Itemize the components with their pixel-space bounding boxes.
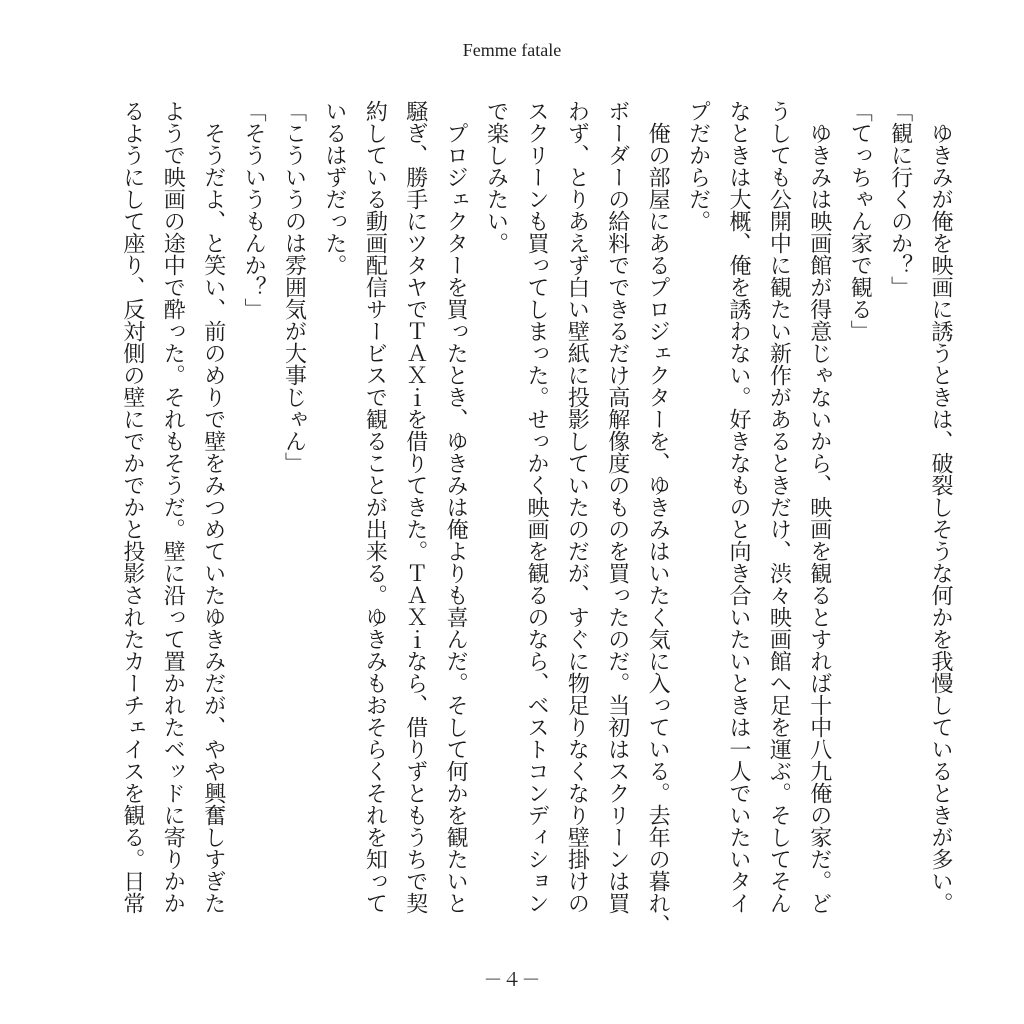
text-line: 騒ぎ、勝手にツタヤでＴＡＸｉを借りてきた。ＴＡＸｉなら、借りずともうちで契 xyxy=(402,100,428,914)
text-line: いるはずだった。 xyxy=(321,100,347,276)
page-number: －４－ xyxy=(483,970,541,991)
text-line: わず、とりあえず白い壁紙に投影していたのだが、すぐに物足りなくなり壁掛けの xyxy=(564,100,590,914)
text-line: そうだよ、と笑い、前のめりで壁をみつめていたゆきみだが、やや興奮しすぎた xyxy=(200,122,226,914)
text-line: ゆきみが俺を映画に誘うときは、破裂しそうな何かを我慢しているときが多い。 xyxy=(928,122,953,914)
text-line: で楽しみたい。 xyxy=(483,100,509,254)
text-line: るようにして座り、反対側の壁にでかでかと投影されたカーチェイスを観る。日常 xyxy=(119,100,145,914)
text-line: 「そういうもんか？」 xyxy=(241,100,267,320)
text-line: ボーダーの給料でできるだけ高解像度のものを買ったのだ。当初はスクリーンは買 xyxy=(604,100,630,914)
text-line: ゆきみは映画館が得意じゃないから、映画を観るとすれば十中八九俺の家だ。ど xyxy=(806,122,832,914)
text-line: 「てっちゃん家で観る」 xyxy=(847,100,873,342)
text-line: なときは大概、俺を誘わない。好きなものと向き合いたいときは一人でいたいタイ xyxy=(725,100,751,914)
text-line: スクリーンも買ってしまった。せっかく映画を観るのなら、ベストコンディション xyxy=(523,100,549,914)
text-line: プだからだ。 xyxy=(685,100,711,232)
body-text xyxy=(111,100,960,940)
text-line: プロジェクターを買ったとき、ゆきみは俺よりも喜んだ。そして何かを観たいと xyxy=(443,122,469,914)
text-line: うしても公開中に観たい新作があるときだけ、渋々映画館へ足を運ぶ。そしてそん xyxy=(766,100,792,914)
running-header: Femme fatale xyxy=(462,40,562,60)
text-line: 俺の部屋にあるプロジェクターを、ゆきみはいたく気に入っている。去年の暮れ、 xyxy=(645,122,671,936)
text-line: 「観に行くのか？」 xyxy=(887,100,913,298)
text-line: 「こういうのは雰囲気が大事じゃん」 xyxy=(281,100,307,474)
text-line: ようで映画の途中で酔った。それもそうだ。壁に沿って置かれたベッドに寄りかか xyxy=(160,100,186,914)
text-line: 約している動画配信サービスで観ることが出来る。ゆきみもおそらくそれを知って xyxy=(362,100,388,914)
